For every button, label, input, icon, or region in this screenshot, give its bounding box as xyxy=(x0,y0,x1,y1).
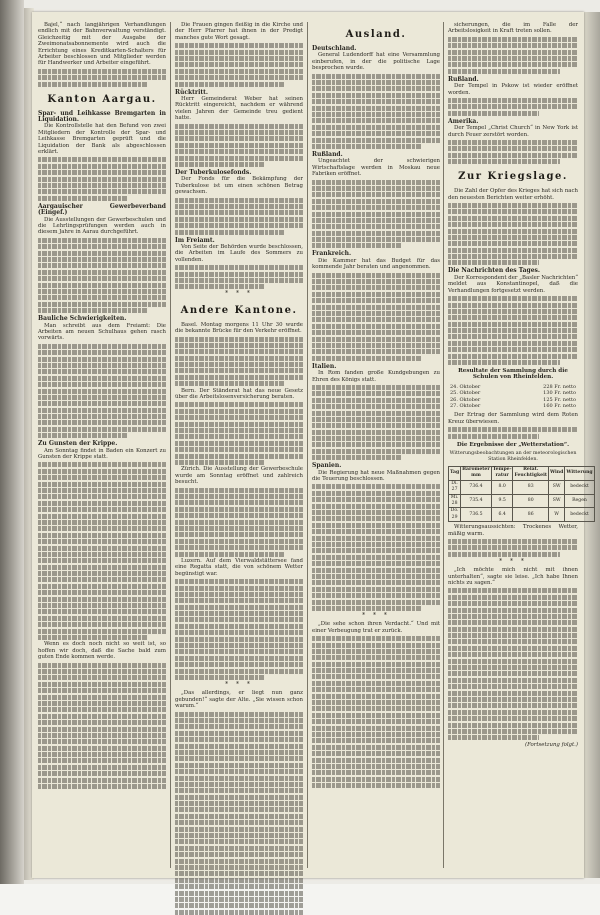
section-divider: * * * xyxy=(362,611,390,619)
table-cell: 86 xyxy=(513,508,548,522)
column-rule xyxy=(307,22,308,868)
table-cell: 8.0 xyxy=(491,480,513,494)
table-cell: SW xyxy=(548,480,564,494)
table-cell: 736.5 xyxy=(461,508,492,522)
paragraph: In Rom fanden große Kundgebungen zu Ehren des Königs statt. xyxy=(312,370,440,383)
results-date: 25. Oktober xyxy=(450,390,481,397)
table-cell: 6.4 xyxy=(491,508,513,522)
table-cell: 735.4 xyxy=(461,494,492,508)
paragraph: „Das allerdings, er liegt nun ganz gebunden!“ sagte der Alte. „Sie wissen schon warum.“ xyxy=(175,690,303,710)
next-page-edge xyxy=(584,12,600,878)
paragraph: Die Zahl der Opfer des Krieges hat sich nach den neuesten Berichten weiter erhöht. xyxy=(448,188,578,201)
article-subheading: Frankreich. xyxy=(312,250,352,258)
book-binding xyxy=(0,0,24,884)
results-heading: Resultate der Sammlung durch die Schulen von Rheinfelden. xyxy=(458,368,568,381)
paragraph: Wenn es doch noch nicht so weit ist, so hoffen wir doch, daß die Sache bald zum guten Ende kommen werde. xyxy=(38,641,166,661)
section-divider: * * * xyxy=(225,290,253,298)
article-subheading: Aargauischer Gewerbeverband (Eingef.) xyxy=(38,202,166,217)
results-date: 27. Oktober xyxy=(450,403,481,410)
paragraph: Basel. Montag morgens 11 Uhr 30 wurde die bekannte Brücke für den Verkehr eröffnet. xyxy=(175,321,303,335)
paragraph: „Die sehe schon ihren Verdacht.“ Und mit einer Verbeugung trat er zurück. xyxy=(312,621,440,634)
newspaper-page xyxy=(32,12,593,878)
column-4 xyxy=(448,22,593,868)
table-cell: Mi. 28 xyxy=(449,494,461,508)
observations-heading: Die Ergebnisse der „Wetterstation“. xyxy=(456,441,570,448)
paragraph: Witterungsaussichten: Trockenes Wetter, mäßig warm. xyxy=(448,524,578,537)
column-header: Relat. Feuchtigkeit xyxy=(514,466,547,479)
table-cell: SW xyxy=(548,494,564,508)
paragraph: Die Kammer hat das Budget für das kommende Jahr beraten und angenommen. xyxy=(312,257,440,271)
paragraph: General Ludendorff hat eine Versammlung einberufen, in der die politische Lage besprochen wurde. xyxy=(312,52,440,72)
table-row xyxy=(449,494,595,508)
table-cell: bedeckt xyxy=(565,480,594,494)
section-heading: Zur Kriegslage. xyxy=(458,171,568,183)
continuation-note: (Fortsetzung folgt.) xyxy=(524,741,578,748)
column-header: Wind xyxy=(548,466,564,480)
table-cell: 736.4 xyxy=(461,480,492,494)
article-subheading: Deutschland. xyxy=(312,45,357,52)
section-divider: * * * xyxy=(225,680,253,688)
section-heading: Ausland. xyxy=(345,29,407,40)
paragraph: Ungeachtet der schwierigen Wirtschaftslage werden in Moskau neue Fabriken eröffnet. xyxy=(312,158,440,178)
paragraph: Der Tempel „Christ Church“ in New York ist durch Feuer zerstört worden. xyxy=(448,125,578,138)
article-subheading: Rußland. xyxy=(312,150,343,158)
table-row xyxy=(449,508,595,522)
article-subheading: Rücktritt. xyxy=(175,88,209,96)
column-header: Tag xyxy=(449,466,461,480)
column-2 xyxy=(175,22,303,868)
paragraph: Der Ertrag der Sammlung wird dem Roten Kreuz überwiesen. xyxy=(448,412,578,425)
paragraph: Bajel,“ nach langjährigen Verhandlungen endlich mit der Bahnverwaltung verständigt. Gleichzeitig mit der Ausgabe der Zweimonatsabonnemente wird auch die Errichtung eines Kreditkarten-Schalters für Arbeiter beschlossen und Mitglieder werden für Handwerker und Arbeiter eingeführt. xyxy=(38,22,166,67)
article-subheading: Der Tuberkulosefonds. xyxy=(175,168,252,176)
paragraph: Die Ausstellungen der Gewerbeschulen und die Lehrlingsprüfungen werden auch in diesem Jahre in Aarau durchgeführt. xyxy=(38,216,166,236)
column-header: Tempe-ratur xyxy=(492,466,512,479)
table-cell: 83 xyxy=(513,480,548,494)
article-subheading: Rußland. xyxy=(448,75,479,83)
article-subheading: Italien. xyxy=(312,362,337,370)
section-heading: Kanton Aargau. xyxy=(47,93,157,105)
table-cell: Di. 27 xyxy=(449,480,461,494)
results-value: 125 Fr. netto xyxy=(543,396,576,403)
table-row xyxy=(448,403,578,409)
paragraph: Am Sonntag findet in Baden ein Konzert zu Gunsten der Krippe statt. xyxy=(38,447,166,461)
column-header: Barometer mm xyxy=(462,466,490,479)
table-cell: Regen xyxy=(565,494,594,508)
results-value: 130 Fr. netto xyxy=(543,390,576,397)
paragraph: Der Fonds für die Bekämpfung der Tuberkulose ist um einen schönen Betrag gewachsen. xyxy=(175,176,303,196)
results-date: 24. Oktober xyxy=(450,383,481,390)
results-value: 228 Fr. netto xyxy=(543,383,576,390)
section-heading: Andere Kantone. xyxy=(180,304,298,316)
results-value: 160 Fr. netto xyxy=(543,403,576,410)
column-rule xyxy=(443,22,444,868)
paragraph: Luzern. Auf dem Vierwaldstättersee fand eine Regatta statt, die von schönem Wetter begünstigt war. xyxy=(175,557,303,577)
paragraph: Der Tempel in Pskow ist wieder eröffnet worden. xyxy=(448,83,578,96)
table-cell: 80 xyxy=(513,494,548,508)
paragraph: Herr Gemeinderat Weber hat seinen Rücktritt eingereicht, nachdem er während vielen Jahren der Gemeinde treu gedient hatte. xyxy=(175,95,303,122)
weather-table xyxy=(448,466,595,522)
article-subheading: Im Freiamt. xyxy=(175,236,215,244)
paragraph: Die Frauen gingen fleißig in die Kirche und der Herr Pfarrer hat ihnen in der Predigt manches gute Wort gesagt. xyxy=(175,22,303,41)
column-header: Witterung xyxy=(565,466,594,480)
column-rule xyxy=(170,22,171,868)
paragraph: Die Regierung hat neue Maßnahmen gegen die Teuerung beschlossen. xyxy=(312,469,440,483)
article-subheading: Bauliche Schwierigkeiten. xyxy=(38,315,127,323)
results-table xyxy=(448,384,578,410)
article-subheading: Spar- und Leihkasse Bremgarten in Liquidation. xyxy=(38,109,166,124)
paragraph: Der Korrespondent der „Basler Nachrichten“ meldet aus Konstantinopel, daß die Verhandlungen fortgesetzt werden. xyxy=(448,274,578,294)
article-subheading: Spanien. xyxy=(312,462,342,470)
observations-caption: Witterungsbeobachtungen an der meteorologischen Station Rheinfelden. xyxy=(449,451,577,463)
table-row xyxy=(449,480,595,494)
paragraph: „Ich möchte mich nicht mit ihnen unterhalten“, sagte sie leise. „Ich habe Ihnen nichts zu sagen.“ xyxy=(448,567,578,586)
table-cell: 9.5 xyxy=(491,494,513,508)
paragraph: Bern. Der Ständerat hat das neue Gesetz über die Arbeitslosenversicherung beraten. xyxy=(175,387,303,401)
paragraph: Zürich. Die Ausstellung der Gewerbeschule wurde am Sonntag eröffnet und zahlreich besucht. xyxy=(175,466,303,486)
table-cell: Do. 29 xyxy=(449,508,461,522)
table-header-row xyxy=(449,466,595,480)
paragraph: sicherungen, die im Falle der Arbeitslosigkeit in Kraft treten sollen. xyxy=(448,22,578,35)
paragraph: Die Kontrollstelle hat den Befund von zwei Mitgliedern der Kontrolle der Spar- und Leihkasse Bremgarten geprüft und die Liquidation der Bank als abgeschlossen erklärt. xyxy=(38,123,166,156)
paragraph: Man schreibt aus dem Freiamt: Die Arbeiten am neuen Schulhaus gehen rasch vorwärts. xyxy=(38,322,166,342)
column-1 xyxy=(38,22,166,868)
table-cell: bedeckt xyxy=(565,508,594,522)
notice-heading: Die Nachrichten des Tages. xyxy=(448,267,541,275)
paragraph: Von Seite der Behörden wurde beschlossen, die Arbeiten im Laufe des Sommers zu vollenden. xyxy=(175,243,303,263)
column-3 xyxy=(312,22,440,868)
article-subheading: Zu Gunsten der Krippe. xyxy=(38,440,118,448)
table-cell: W xyxy=(548,508,564,522)
results-date: 26. Oktober xyxy=(450,396,481,403)
section-divider: * * * xyxy=(499,557,527,565)
article-subheading: Amerika. xyxy=(448,117,479,125)
